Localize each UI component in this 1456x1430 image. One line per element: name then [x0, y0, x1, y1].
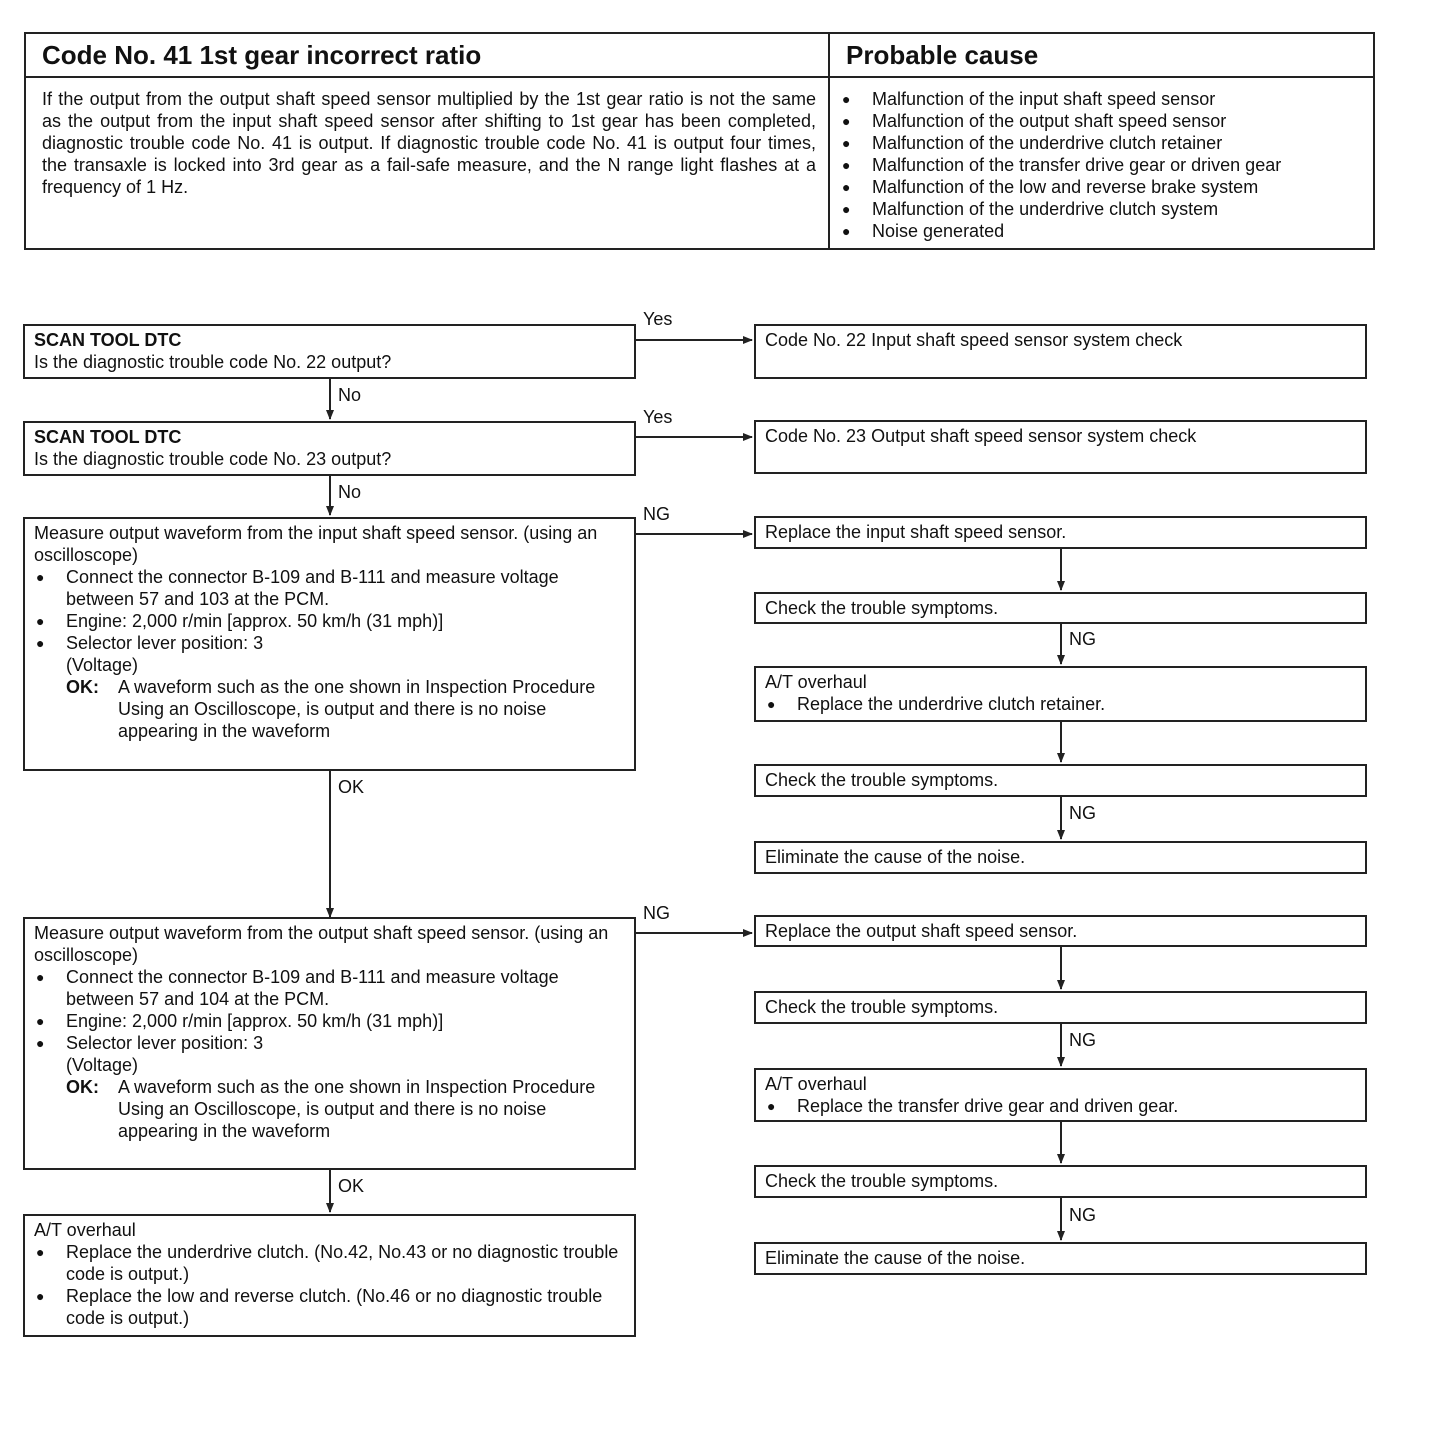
cause-item: ● Malfunction of the transfer drive gear or driven gear — [840, 154, 1370, 176]
step1-question: Is the diagnostic trouble code No. 22 output? — [34, 352, 392, 372]
r12-eliminate-noise-box: Eliminate the cause of the noise. — [754, 1242, 1367, 1275]
step5-bullet: ● Replace the underdrive clutch. (No.42, No.43 or no diagnostic trouble code is output.) — [34, 1241, 625, 1285]
step3-ok-criteria — [34, 676, 625, 742]
r5-title: A/T overhaul — [765, 672, 867, 692]
header-title: Code No. 41 1st gear incorrect ratio — [26, 34, 828, 78]
step3-ok-label: OK: — [66, 677, 99, 697]
step3-ok-text: A waveform such as the one shown in Inspection Procedure Using an Oscilloscope, is output and there is no noise appearing in the waveform — [118, 677, 596, 741]
step4-bullet: ● Engine: 2,000 r/min [approx. 50 km/h (31 mph)] — [34, 1010, 625, 1032]
label-ng2: NG — [643, 903, 670, 923]
r1-code22-check-box: Code No. 22 Input shaft speed sensor system check — [754, 324, 1367, 379]
step4-ok-criteria — [34, 1076, 625, 1142]
r8-replace-output-sensor-box: Replace the output shaft speed sensor. — [754, 915, 1367, 947]
label-ok2: OK — [338, 1176, 365, 1196]
label-ng1: NG — [643, 504, 670, 524]
step4-voltage: (Voltage) — [66, 1055, 139, 1075]
r6-check-symptoms-box: Check the trouble symptoms. — [754, 764, 1367, 797]
r9-check-symptoms-box: Check the trouble symptoms. — [754, 991, 1367, 1024]
r2-code23-check-box: Code No. 23 Output shaft speed sensor system check — [754, 420, 1367, 474]
step3-input-waveform-box — [23, 517, 636, 771]
step5-title: A/T overhaul — [34, 1220, 136, 1240]
label-ok1: OK — [338, 777, 365, 797]
step2-question: Is the diagnostic trouble code No. 23 output? — [34, 449, 392, 469]
cause-item: ● Malfunction of the low and reverse brake system — [840, 176, 1370, 198]
step4-bullets — [34, 966, 625, 1054]
step3-voltage: (Voltage) — [66, 655, 139, 675]
step3-bullet: ● Engine: 2,000 r/min [approx. 50 km/h (31 mph)] — [34, 610, 625, 632]
step4-intro: Measure output waveform from the output shaft speed sensor. (using an oscilloscope) — [34, 923, 609, 965]
step1-title: SCAN TOOL DTC — [34, 330, 182, 350]
label-yes1: Yes — [643, 309, 673, 329]
r10-bullet: ● Replace the transfer drive gear and driven gear. — [765, 1095, 1356, 1117]
step3-bullet: ● Selector lever position: 3 — [34, 632, 625, 654]
r3-replace-input-sensor-box: Replace the input shaft speed sensor. — [754, 516, 1367, 549]
step5-bullets — [34, 1241, 625, 1329]
r5-bullets — [765, 693, 1356, 715]
probable-cause-title: Probable cause — [830, 34, 1373, 78]
r4-check-symptoms-box: Check the trouble symptoms. — [754, 592, 1367, 624]
r7-eliminate-noise-box: Eliminate the cause of the noise. — [754, 841, 1367, 874]
label-ng-r2: NG — [1069, 803, 1096, 823]
step4-bullet: ● Selector lever position: 3 — [34, 1032, 625, 1054]
header-description: If the output from the output shaft speed sensor multiplied by the 1st gear ratio is not the same as the output from the input shaft speed sensor after shifting to 1st gear has been completed, diagnostic trouble code No. 41 is output. If diagnostic trouble code No. 41 is output four times, the transaxle is locked into 3rd gear as a fail-safe measure, and the N range light flashes at a frequency of 1 Hz. — [42, 89, 816, 197]
step5-bullet: ● Replace the low and reverse clutch. (No.46 or no diagnostic trouble code is output.) — [34, 1285, 625, 1329]
step4-ok-label: OK: — [66, 1077, 99, 1097]
label-yes2: Yes — [643, 407, 673, 427]
cause-item: ● Malfunction of the underdrive clutch system — [840, 198, 1370, 220]
label-ng-r1: NG — [1069, 629, 1096, 649]
cause-item: ● Malfunction of the underdrive clutch retainer — [840, 132, 1370, 154]
r10-at-overhaul-box — [754, 1068, 1367, 1122]
r11-check-symptoms-box: Check the trouble symptoms. — [754, 1165, 1367, 1198]
step4-output-waveform-box — [23, 917, 636, 1170]
step1-scan-tool-box — [23, 324, 636, 379]
r10-bullets — [765, 1095, 1356, 1117]
r5-at-overhaul-box — [754, 666, 1367, 722]
step3-bullet: ● Connect the connector B-109 and B-111 and measure voltage between 57 and 103 at the PCM. — [34, 566, 625, 610]
cause-item: ● Malfunction of the input shaft speed sensor — [840, 88, 1370, 110]
label-ng-r4: NG — [1069, 1205, 1096, 1225]
r10-title: A/T overhaul — [765, 1074, 867, 1094]
step2-scan-tool-box — [23, 421, 636, 476]
step3-bullets — [34, 566, 625, 654]
cause-item: ● Malfunction of the output shaft speed sensor — [840, 110, 1370, 132]
r5-bullet: ● Replace the underdrive clutch retainer. — [765, 693, 1356, 715]
step5-at-overhaul-box — [23, 1214, 636, 1337]
label-no1: No — [338, 385, 362, 405]
step4-bullet: ● Connect the connector B-109 and B-111 and measure voltage between 57 and 104 at the PCM. — [34, 966, 625, 1010]
step3-intro: Measure output waveform from the input shaft speed sensor. (using an oscilloscope) — [34, 523, 598, 565]
step2-title: SCAN TOOL DTC — [34, 427, 182, 447]
label-no2: No — [338, 482, 362, 502]
label-ng-r3: NG — [1069, 1030, 1096, 1050]
cause-item: ● Noise generated — [840, 220, 1370, 242]
step4-ok-text: A waveform such as the one shown in Inspection Procedure Using an Oscilloscope, is output and there is no noise appearing in the waveform — [118, 1077, 596, 1141]
